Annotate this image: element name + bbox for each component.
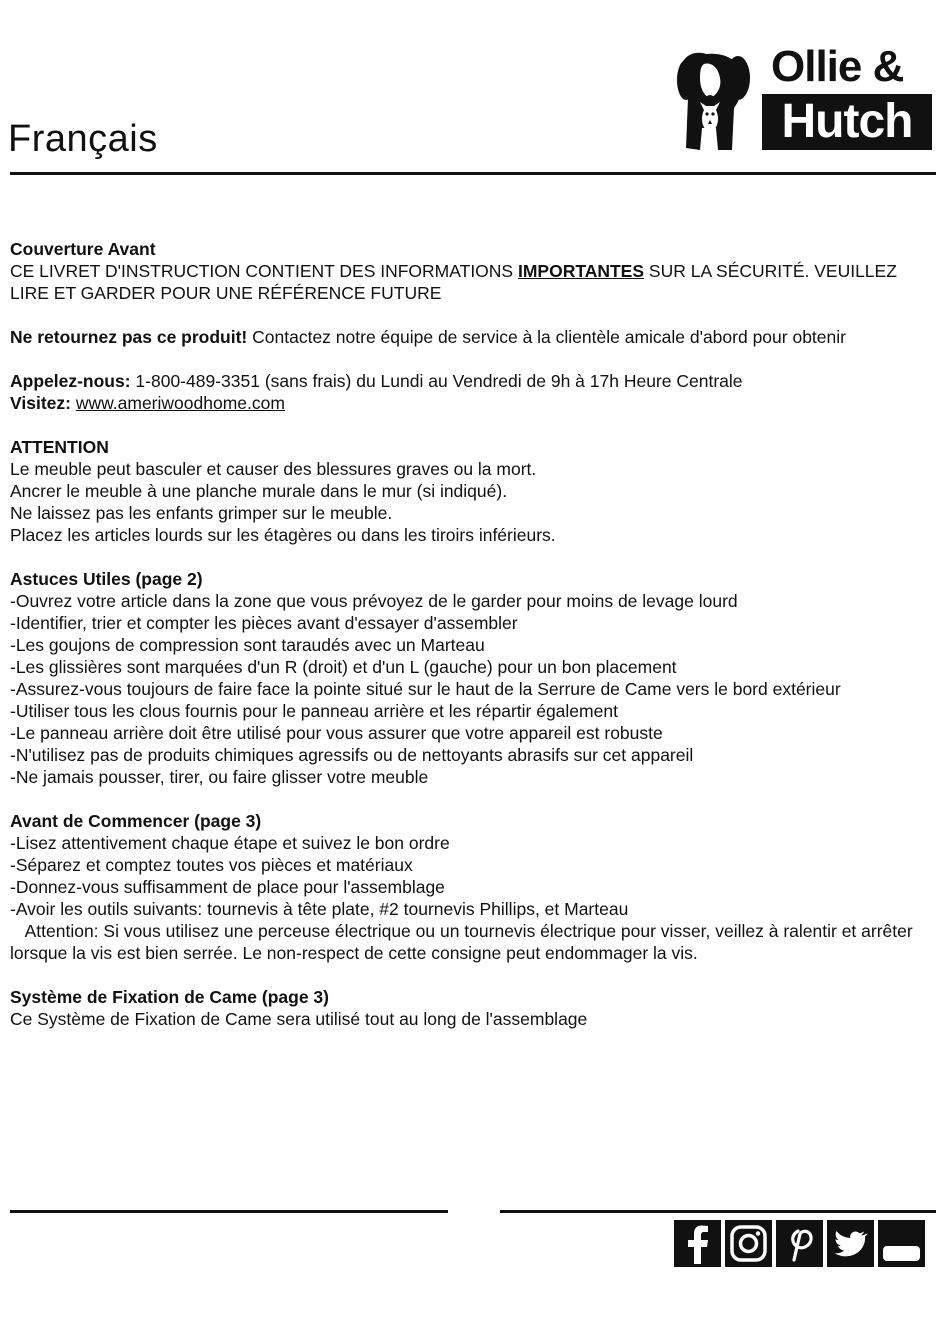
call-label: Appelez-nous: [10, 371, 131, 391]
before-line: -Lisez attentivement chaque étape et suivez le bon ordre [10, 833, 450, 853]
cover-heading: Couverture Avant [10, 239, 156, 259]
footer-divider-left [10, 1210, 448, 1213]
twitter-icon[interactable] [827, 1220, 874, 1267]
website-link[interactable]: www.ameriwoodhome.com [75, 393, 285, 413]
page-title: Français [8, 118, 158, 160]
cover-important: IMPORTANTES [517, 261, 645, 281]
footer-divider-right [500, 1210, 936, 1213]
before-line: -Séparez et comptez toutes vos pièces et matériaux [10, 855, 413, 875]
attention-heading: ATTENTION [10, 437, 109, 457]
return-label: Ne retournez pas ce produit! [10, 327, 248, 347]
tip-line: -Assurez-vous toujours de faire face la pointe situé sur le haut de la Serrure de Came vers le bord extérieur [10, 679, 841, 699]
tip-line: -Ouvrez votre article dans la zone que vous prévoyez de le garder pour moins de levage lourd [10, 591, 738, 611]
cover-text-before: CE LIVRET D'INSTRUCTION CONTIENT DES INFORMATIONS [10, 261, 518, 281]
youtube-icon[interactable] [878, 1220, 925, 1267]
instagram-icon[interactable] [725, 1220, 772, 1267]
visit-line [10, 392, 930, 414]
attention-line: Le meuble peut basculer et causer des blessures graves ou la mort. [10, 459, 537, 479]
visit-label: Visitez: [10, 393, 71, 413]
before-line: -Donnez-vous suffisamment de place pour l'assemblage [10, 877, 445, 897]
attention-line: Ne laissez pas les enfants grimper sur le meuble. [10, 503, 393, 523]
social-links [674, 1220, 925, 1268]
attention-line: Placez les articles lourds sur les étagères ou dans les tiroirs inférieurs. [10, 525, 556, 545]
return-text: Contactez notre équipe de service à la clientèle amicale d'abord pour obtenir [247, 327, 846, 347]
call-line [10, 370, 930, 392]
logo-line1: Ollie & [771, 42, 904, 91]
brand-logo [676, 42, 938, 156]
before-heading: Avant de Commencer (page 3) [10, 811, 262, 831]
tips-heading: Astuces Utiles (page 2) [10, 569, 203, 589]
instructions-body [10, 238, 930, 1030]
tip-line: -Les goujons de compression sont taraudés avec un Marteau [10, 635, 485, 655]
attention-line: Ancrer le meuble à une planche murale dans le mur (si indiqué). [10, 481, 508, 501]
facebook-icon[interactable] [674, 1220, 721, 1267]
dog-cat-icon [676, 48, 762, 156]
cam-text: Ce Système de Fixation de Came sera utilisé tout au long de l'assemblage [10, 1009, 588, 1029]
logo-line2: Hutch [762, 94, 932, 150]
before-attention: Attention: Si vous utilisez une perceuse électrique ou un tournevis électrique pour visser, veillez à ralentir et arrêter lorsque la vis est bien serrée. Le non-respect de cette consigne peut endommager la vis. [10, 921, 918, 963]
tip-line: -N'utilisez pas de produits chimiques agressifs ou de nettoyants abrasifs sur cet appareil [10, 745, 694, 765]
tip-line: -Identifier, trier et compter les pièces avant d'essayer d'assembler [10, 613, 518, 633]
cover-text-after: SUR LA SÉCURITÉ. VEUILLEZ LIRE ET GARDER POUR UNE RÉFÉRENCE FUTURE [10, 261, 897, 303]
before-line: -Avoir les outils suivants: tournevis à tête plate, #2 tournevis Phillips, et Marteau [10, 899, 629, 919]
return-notice [10, 326, 930, 348]
tip-line: -Ne jamais pousser, tirer, ou faire glisser votre meuble [10, 767, 429, 787]
call-text: 1-800-489-3351 (sans frais) du Lundi au Vendredi de 9h à 17h Heure Centrale [130, 371, 743, 391]
tip-line: -Le panneau arrière doit être utilisé pour vous assurer que votre appareil est robuste [10, 723, 663, 743]
header-divider [10, 172, 936, 175]
pinterest-icon[interactable] [776, 1220, 823, 1267]
cam-heading: Système de Fixation de Came (page 3) [10, 987, 329, 1007]
tip-line: -Utiliser tous les clous fournis pour le panneau arrière et les répartir également [10, 701, 618, 721]
cover-text [10, 260, 930, 304]
tip-line: -Les glissières sont marquées d'un R (droit) et d'un L (gauche) pour un bon placement [10, 657, 677, 677]
